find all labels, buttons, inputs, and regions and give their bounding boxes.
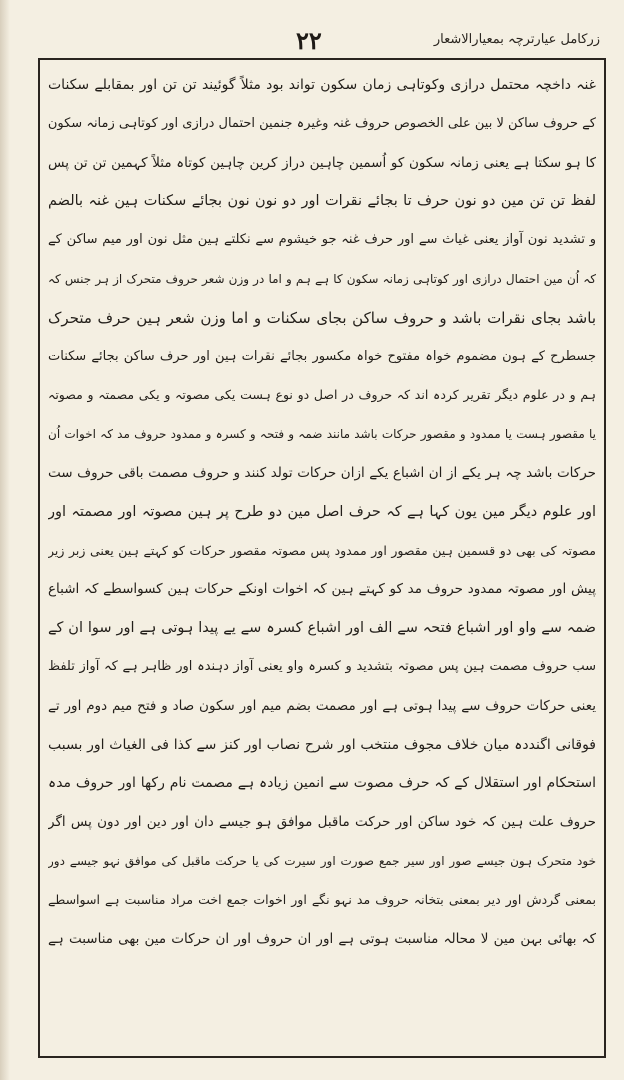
text-line: و تشدید نون آواز یعنی غیاث سے اور حرف غنہ جو خیشوم سے نکلتے ہین مثل نون اور میم ساکن کے bbox=[48, 232, 596, 248]
text-line: سب حروف مصمت ہین پس مصوتہ بتشدید و کسرہ واو یعنی آواز دہندہ اور ظاہر ہے کہ آواز تلفظ bbox=[48, 658, 596, 674]
text-line: بمعنی گردش اور دیر بمعنی بتخانہ حروف مد نہو نگے اور اخوات جمع اخت مراد مناسبت ہے اسواسطے bbox=[48, 891, 596, 907]
page-number: ۲۲ bbox=[296, 26, 322, 55]
text-line: استحکام اور استقلال کے کہ حرف مصوت سے انمین زیادہ ہے مصمت نام رکھا اور حروف مدہ bbox=[48, 775, 596, 792]
text-line: لفظ تن تن مین دو نون حرف تا بجائے نقرات اور دو نون نون بجائے سکنات ہین غنہ بالضم bbox=[48, 193, 596, 210]
text-line: کے حروف ساکن لا بین علی الخصوص حروف غنہ وغیرہ جنمین احتمال درازی اور کوتاہی زمانہ سکون bbox=[48, 115, 596, 131]
text-line: کہ اُن مین احتمال درازی اور کوتاہی زمانہ سکون کا ہے ہم و اما در وزن شعر حروف متحرک از ہر جنس کہ bbox=[48, 271, 596, 286]
text-line: کہ بھائی بہن مین لا محالہ مناسبت ہوتی ہے اور ان حروف اور ان حرکات مین بھی مناسبت ہے bbox=[48, 930, 596, 947]
text-line: حرکات باشد چہ ہر یکے از ان اشباع یکے ازان حرکات تولد کنند و حروف مصمت باقی حروف ست bbox=[48, 464, 596, 481]
page-header bbox=[36, 26, 600, 56]
text-line: غنہ داخچہ محتمل درازی وکوتاہی زمان سکون تواند بود مثلاً گوئیند تن تن اور بمقابلے سکنات bbox=[48, 77, 596, 93]
text-line: مصوتہ کی بھی دو قسمین ہین مقصور اور ممدود پس مصوتہ مقصور حرکات کو کہتے ہین یعنی زبر زیر bbox=[48, 542, 596, 558]
text-line: کا ہو سکتا ہے یعنی زمانہ سکون کو اُسمین چاہین دراز کرین چاہین کوتاہ مثلاً کہمین تن تن پس bbox=[48, 154, 596, 171]
binding-shadow bbox=[0, 0, 10, 1080]
text-line: حروف علت ہین کہ خود ساکن اور حرکت ماقبل موافق ہو جیسے دان اور دین اور دون پس اگر bbox=[48, 814, 596, 831]
text-line: ضمہ سے واو اور اشباع فتحہ سے الف اور اشباع کسرہ سے یے پیدا ہوتی ہے اور سوا ان کے bbox=[48, 620, 596, 637]
text-line: یعنی حرکات حروف سے پیدا ہوتی ہے اور مصمت بضم میم اور سکون صاد و فتح میم دوم اور تے bbox=[48, 697, 596, 714]
text-line: یا مقصور ہست یا ممدود و مقصور حرکات باشد مانند ضمہ و فتحہ و کسرہ و ممدود حروف مد کہ اخوات اُن bbox=[48, 427, 596, 442]
text-line: پیش اور مصوتہ ممدود حروف مد کو کہتے ہین کہ اخوات اونکے حرکات ہین کسواسطے کہ اشباع bbox=[48, 581, 596, 598]
text-line: فوقانی اگنددہ میان خلاف مجوف منتخب اور شرح نصاب اور کنز سے کذا فی الغیاث اور بسبب bbox=[48, 736, 596, 753]
text-line: خود متحرک ہون جیسے صور اور سیر جمع صورت اور سیرت کی یا حرکت ماقبل کی موافق نہو جیسے دور bbox=[48, 853, 596, 868]
running-title: زرکامل عیارترچہ بمعیارالاشعار bbox=[433, 32, 600, 47]
text-line: جسطرح کے ہون مضموم خواہ مفتوح خواہ مکسور بجائے نقرات ہین اور حرف ساکن بجائے سکنات bbox=[48, 348, 596, 364]
text-frame bbox=[38, 58, 606, 1058]
text-line: اور علوم دیگر مین یون کہا ہے کہ حرف اصل مین دو طرح پر ہین مصوتہ اور مصمتہ اور bbox=[48, 503, 596, 520]
text-line: باشد بجای نقرات باشد و حروف ساکن بجای سکنات و اما وزن شعر ہین حرف متحرک bbox=[48, 308, 596, 327]
text-line: ہم و در علوم دیگر تقریر کردہ اند کہ حروف در اصل دو نوع ہست یکی مصوتہ و یکی مصمتہ و مصوتہ bbox=[48, 387, 596, 403]
text-block bbox=[48, 66, 596, 958]
